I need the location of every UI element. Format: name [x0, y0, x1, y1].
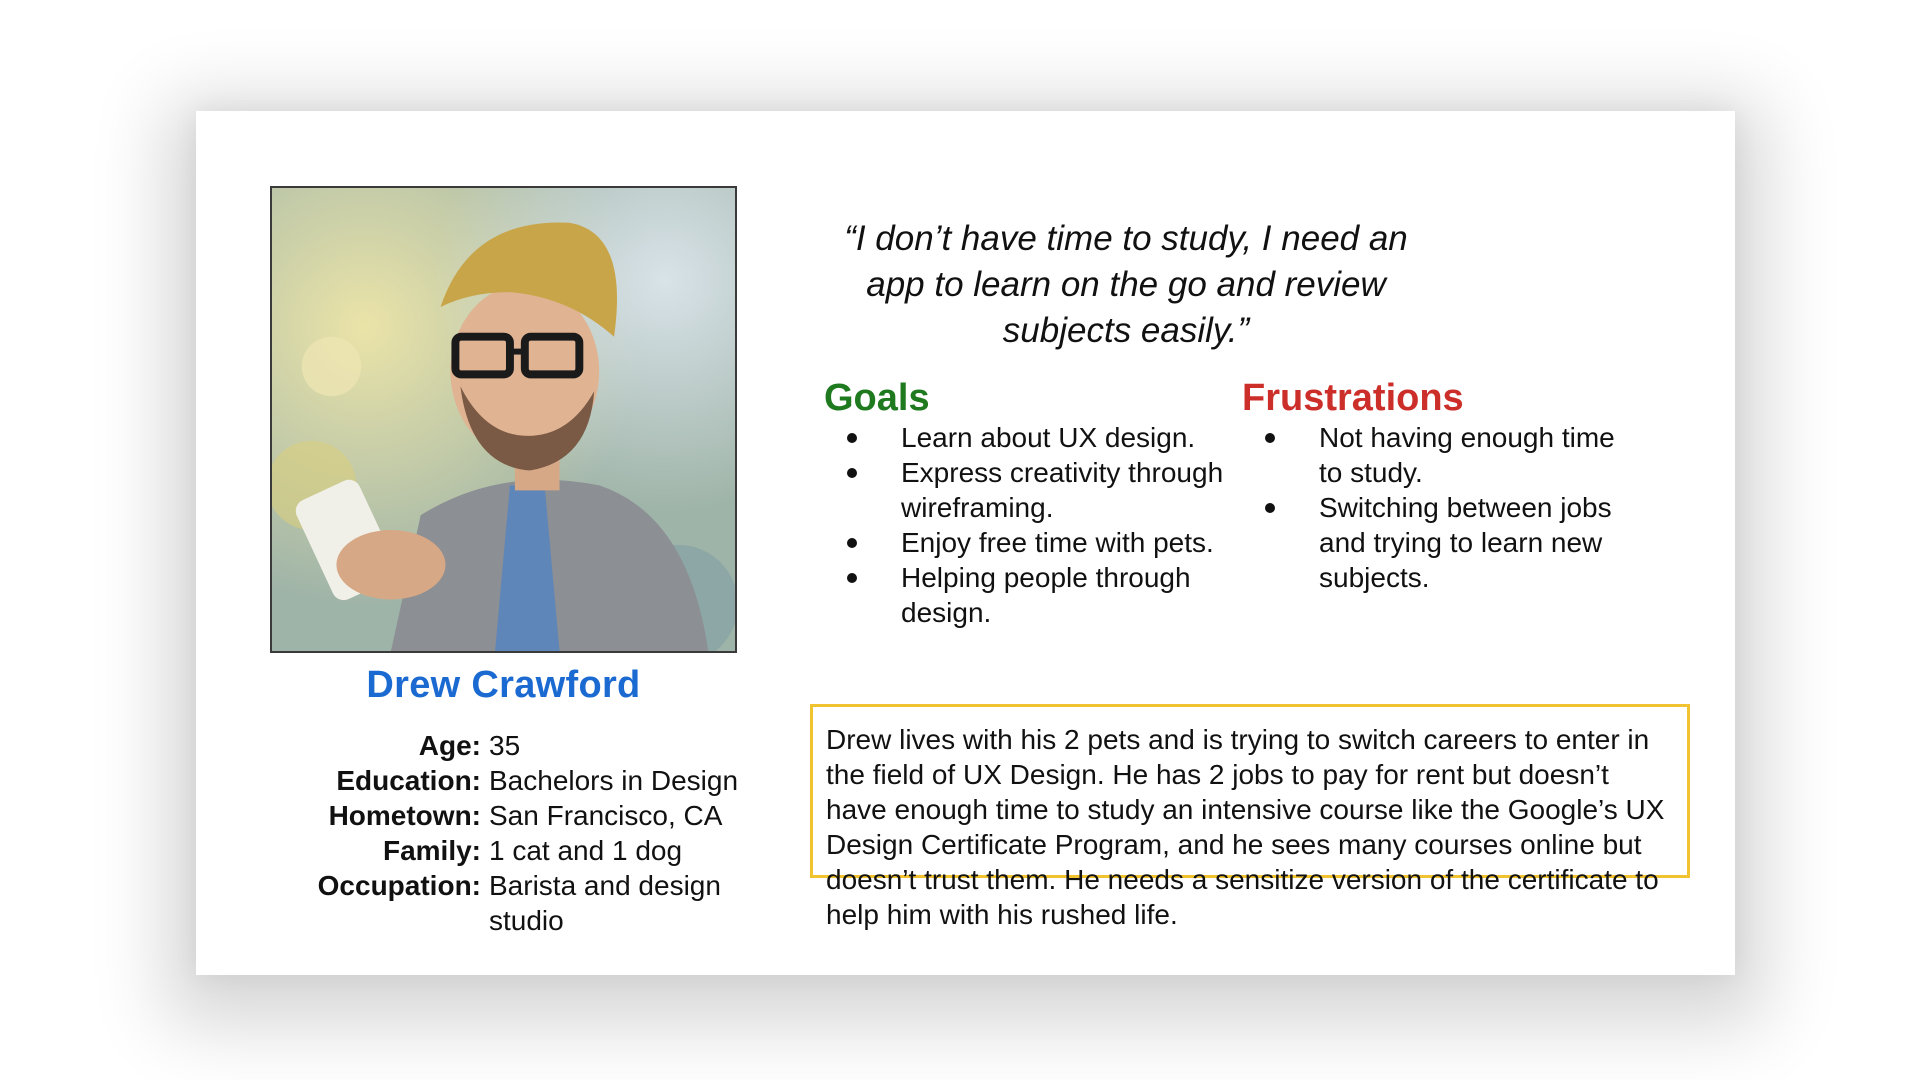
frustrations-list: [1242, 420, 1642, 595]
frustration-text: Not having enough time to study.: [1319, 422, 1615, 488]
persona-quote: “I don’t have time to study, I need an app to learn on the go and review subjects easily.”: [844, 219, 1408, 350]
detail-row-education: [256, 763, 776, 798]
detail-value: 35: [489, 730, 521, 761]
frustration-item: [1242, 420, 1642, 490]
persona-name: Drew Crawford: [366, 664, 641, 706]
detail-value: San Francisco, CA: [489, 800, 723, 831]
persona-card: [196, 111, 1735, 975]
goal-item: [824, 560, 1224, 630]
goals-title: Goals: [824, 377, 930, 419]
goal-text: Learn about UX design.: [901, 422, 1196, 453]
goals-list: [824, 420, 1224, 630]
goal-text: Helping people through design.: [901, 562, 1191, 628]
bullet-icon: [847, 468, 857, 478]
persona-photo-illustration: [272, 188, 735, 651]
bullet-icon: [847, 538, 857, 548]
bullet-icon: [847, 573, 857, 583]
detail-row-hometown: [256, 798, 776, 833]
bullet-icon: [1265, 433, 1275, 443]
persona-bio: Drew lives with his 2 pets and is trying to switch careers to enter in the field of UX Design. He has 2 jobs to pay for rent but doesn’t have enough time to study an intensive course like the Google’s UX Design Certificate Program, and he sees many courses online but doesn’t trust them. He needs a sensitize version of the certificate to help him with his rushed life.: [810, 704, 1690, 878]
bullet-icon: [847, 433, 857, 443]
persona-details: [256, 728, 776, 938]
detail-label: Age:: [418, 730, 481, 761]
detail-value: 1 cat and 1 dog: [489, 835, 683, 866]
detail-value: Bachelors in Design: [489, 765, 739, 796]
goal-item: [824, 525, 1224, 560]
detail-label: Hometown:: [328, 800, 481, 831]
detail-value: Barista and design studio: [489, 870, 721, 936]
detail-row-family: [256, 833, 776, 868]
detail-label: Occupation:: [317, 870, 481, 901]
goals-section: [824, 376, 1224, 630]
goal-item: [824, 420, 1224, 455]
detail-row-age: [256, 728, 776, 763]
frustration-text: Switching between jobs and trying to learn new subjects.: [1319, 492, 1612, 593]
goal-text: Enjoy free time with pets.: [901, 527, 1214, 558]
detail-label: Education:: [336, 765, 481, 796]
frustrations-section: [1242, 376, 1642, 595]
detail-row-occupation: [256, 868, 776, 938]
frustrations-title: Frustrations: [1242, 377, 1464, 419]
frustration-item: [1242, 490, 1642, 595]
persona-photo: [270, 186, 737, 653]
detail-label: Family:: [382, 835, 481, 866]
goal-item: [824, 455, 1224, 525]
goal-text: Express creativity through wireframing.: [901, 457, 1224, 523]
bullet-icon: [1265, 503, 1275, 513]
